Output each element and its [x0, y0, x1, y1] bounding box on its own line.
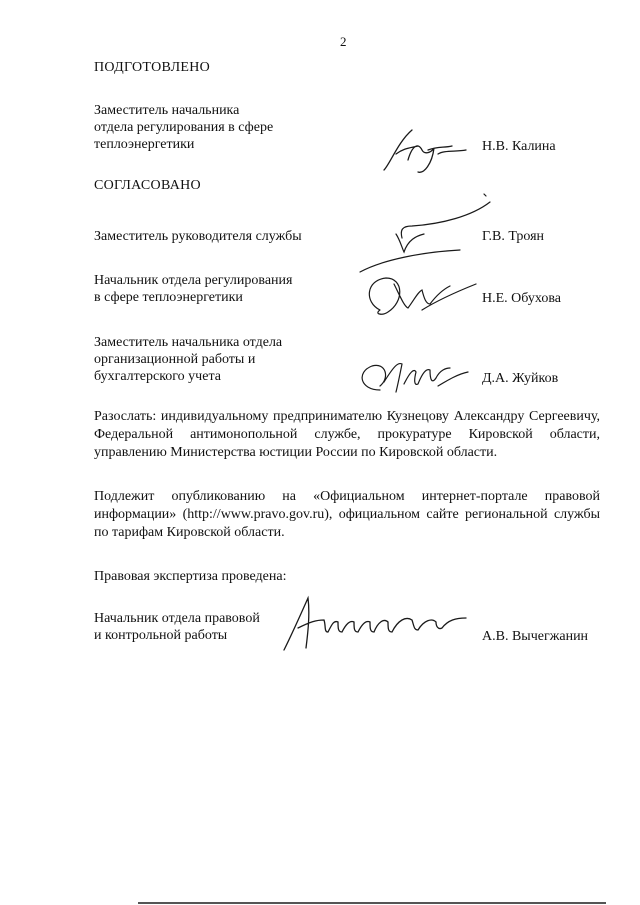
signer-name: Н.Е. Обухова: [482, 291, 561, 306]
signer-name: А.В. Вычегжанин: [482, 629, 589, 644]
signature-obukhova: [360, 270, 480, 320]
signer-position: [94, 334, 344, 385]
signature-zhuikov: [350, 356, 472, 398]
signer-name: Д.А. Жуйков: [482, 371, 559, 386]
position-line: и контрольной работы: [94, 628, 228, 643]
signer-position: [94, 272, 344, 306]
agreed-heading: СОГЛАСОВАНО: [94, 178, 201, 193]
publication-paragraph: Подлежит опубликованию на «Официальном интернет-портале правовой информации» (http://www.pravo.gov.ru), официальном сайте региональной службы по тарифам Кировской области.: [94, 489, 600, 540]
distribution-paragraph: Разослать: индивидуальному предпринимателю Кузнецову Александру Сергеевичу, Федеральной антимонопольной службе, прокуратуре Кировской области, управлению Министерства юстиции России по Кировской области.: [94, 409, 600, 460]
position-line: Заместитель руководителя службы: [94, 229, 302, 244]
position-line: Начальник отдела правовой: [94, 611, 260, 626]
page-number: 2: [340, 34, 347, 49]
signature-kalina: [378, 124, 470, 176]
position-line: теплоэнергетики: [94, 137, 195, 152]
signer-position: [94, 228, 334, 245]
position-line: Начальник отдела регулирования: [94, 273, 293, 288]
page-bottom-rule: [138, 902, 606, 904]
signature-troyan: [352, 190, 502, 276]
signer-name: Н.В. Калина: [482, 139, 556, 154]
signature-vychegzhanin: [280, 592, 470, 654]
prepared-heading: ПОДГОТОВЛЕНО: [94, 60, 211, 75]
prepared-position: [94, 102, 324, 153]
position-line: Заместитель начальника отдела: [94, 335, 283, 350]
expertise-position: [94, 610, 304, 644]
position-line: бухгалтерского учета: [94, 369, 221, 384]
position-line: Заместитель начальника: [94, 103, 240, 118]
position-line: организационной работы и: [94, 352, 256, 367]
signer-name: Г.В. Троян: [482, 229, 545, 244]
position-line: в сфере теплоэнергетики: [94, 290, 243, 305]
position-line: отдела регулирования в сфере: [94, 120, 274, 135]
expertise-note: Правовая экспертиза проведена:: [94, 569, 287, 584]
